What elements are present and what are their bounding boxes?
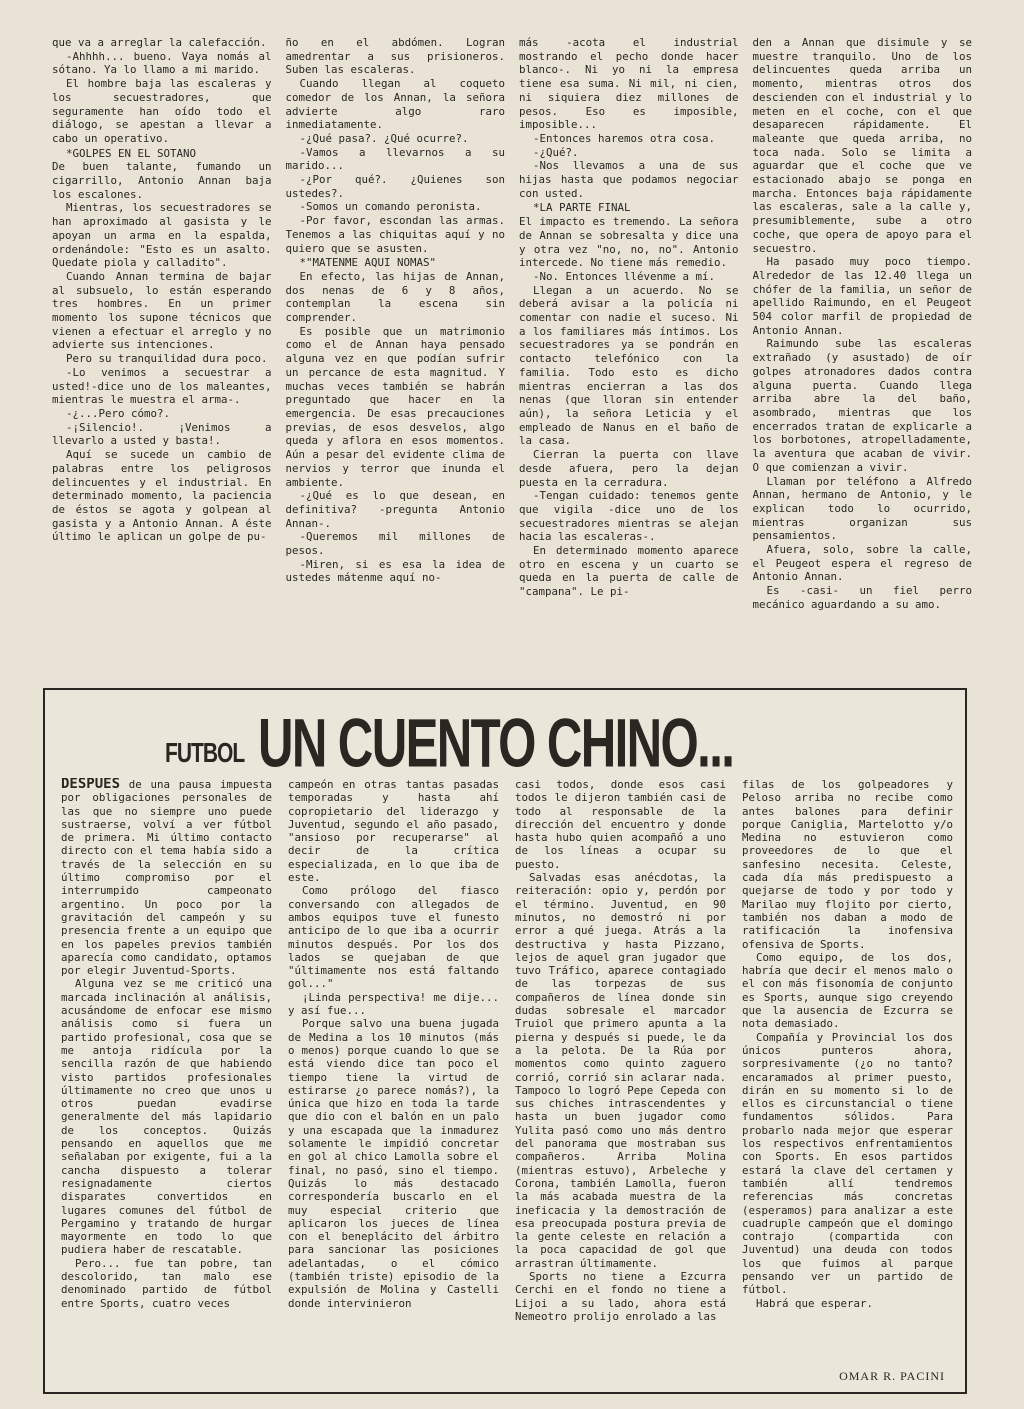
paragraph: Raimundo sube las escaleras extrañado (y asustado) de oír golpes atronadores dados contra alguna puerta. Cuando llega arriba abre la del baño, asombrado, mientras que los encerrados tratan de explicarle a los borbotones, atropelladamente, la aventura que acaban de vivir. O que comienzan a vivir. <box>752 337 972 474</box>
paragraph: Cierran la puerta con llave desde afuera, pero la dejan puesta en la cerradura. <box>519 448 739 489</box>
paragraph: -Ahhhh... bueno. Vaya nomás al sótano. Ya lo llamo a mi marido. <box>52 49 272 77</box>
paragraph: Salvadas esas anécdotas, la reiteración: opio y, perdón por el término. Juventud, en 90 minutos, no demostró ni por error a qué juega. Atrás a la destructiva y hasta Pizzano, lejos de aquel gran jugador que tuvo Tráfico, aparece contagiado de las torpezas de sus compañeros de línea donde sin dudas sobresale el marcador Truiol que primero apunta a la pierna y después si puede, le da a la pelota. De la Rúa por momentos como quinto zaguero corrió, corrió sin aclarar nada. Tampoco lo logró Pepe Cepeda con sus chiches intrascendentes y hasta un buen jugador como Yulita pasó como uno más dentro del panorama que mostraban sus compañeros. Arriba Molina (mientras estuvo), Arbeleche y Corona, también Lamolla, fueron la más acabada muestra de la ineficacia y la demostración de esa preocupada postura previa de la gente celeste en relación a la poca capacidad de gol que arrastran últimamente. <box>515 871 726 1270</box>
paragraph: De buen talante, fumando un cigarrillo, Antonio Annan baja los escalones. <box>52 160 272 201</box>
paragraph: -Nos llevamos a una de sus hijas hasta que podamos negociar con usted. <box>519 159 739 200</box>
paragraph: -Tengan cuidado: tenemos gente que vigila -dice uno de los secuestradores mientras se alejan hacia las escaleras-. <box>519 489 739 544</box>
paragraph: Cuando Annan termina de bajar al subsuelo, lo están esperando tres hombres. En un primer momento los supone técnicos que vienen a efectuar el arreglo y no advierte sus intenciones. <box>52 269 272 352</box>
article-column-2 <box>288 778 499 1383</box>
article-title-row <box>165 704 865 782</box>
paragraph: En determinado momento aparece otro en escena y un cuarto se queda en la puerta de calle de "campana". Le pi- <box>519 544 739 599</box>
paragraph: Es -casi- un fiel perro mecánico aguardando a su amo. <box>752 584 972 611</box>
paragraph: Habrá que esperar. <box>756 1296 874 1310</box>
paragraph: casi todos, donde esos casi todos le dijeron también casi de todo al responsable de la dirección del encuentro y donde hasta hubo quien acompañó a uno de los líneas a ocupar su puesto. <box>515 778 726 871</box>
paragraph: ¡Linda perspectiva! me dije... y así fue... <box>288 990 499 1018</box>
article-column-1 <box>61 778 272 1383</box>
drop-cap: DESPUES <box>61 778 121 792</box>
paragraph: -¿...Pero cómo?. <box>66 406 171 420</box>
top-column-3 <box>519 36 739 686</box>
paragraph: Llegan a un acuerdo. No se deberá avisar a la policía ni comentar con nadie el suceso. Ni a los familiares más íntimos. Los secuestradores ya se pondrán en contacto telefónico con la familia. Todo esto es dicho mientras encierran a las dos nenas (que lloran sin entender aún), la señora Leticia y el empleado de Nanus en el baño de la casa. <box>519 283 739 448</box>
paragraph: Alguna vez se me criticó una marcada inclinación al análisis, acusándome de enfocar ese mismo análisis como si fuera un partido profesional, cosa que se me antoja ridícula por la sencilla razón de que habiendo visto partidos profesionales últimamente no creo que unos u otros puedan evadirse generalmente del más lapidario de los conceptos. Quizás pensando en aquellos que me señalaban por exigente, fui a la cancha dispuesto a tolerar resignadamente ciertos disparates convertidos en lugares comunes del fútbol de Pergamino y tratando de hurgar mayormente en todo lo que pudiera haber de rescatable. <box>61 977 272 1257</box>
paragraph: El hombre baja las escaleras y los secuestradores, que seguramente han oído todo el diálogo, se apestan a llevar a cabo un operativo. <box>52 77 272 145</box>
paragraph: den a Annan que disimule y se muestre tranquilo. Uno de los delincuentes queda arriba un momento, mientras otros dos descienden con el industrial y lo meten en el coche, con el que desaparecen rápidamente. El maleante que queda arriba, no toca nada. Solo se limita a aguardar que el coche que ve estacionado abajo se ponga en marcha. Entonces baja rápidamente las escaleras, sale a la calle y, presumiblemente, sube a otro coche, que opera de apoyo para el secuestro. <box>752 36 972 255</box>
paragraph: -Entonces haremos otra cosa. <box>533 131 716 145</box>
paragraph: Aquí se sucede un cambio de palabras entre los peligrosos delincuentes y el industrial. En determinado momento, la paciencia de éstos se agota y golpean al gasista y a Antonio Annan. A éste último le aplican un golpe de pu- <box>52 448 272 544</box>
paragraph: -¿Por qué?. ¿Quienes son ustedes?. <box>285 173 505 200</box>
byline: OMAR R. PACINI <box>839 1369 945 1383</box>
paragraph: -¿Qué es lo que desean, en definitiva? -pregunta Antonio Annan-. <box>285 489 505 530</box>
paragraph: Sports no tiene a Ezcurra Cerchi en el fondo no tiene a Lijoi a su lado, ahora está Nemeotro prolijo enrolado a las <box>515 1269 726 1323</box>
top-article-columns <box>52 36 972 686</box>
paragraph: Mientras, los secuestradores se han aproximado al gasista y le apoyan un arma en la espalda, ordenándole: "Esto es un asalto. Quedate piola y calladito". <box>52 201 272 270</box>
subheading: *"MATENME AQUI NOMAS" <box>299 256 437 270</box>
top-column-2 <box>286 36 506 686</box>
paragraph: más -acota el industrial mostrando el pecho donde hacer blanco-. Ni yo ni la empresa tiene esa suma. Ni mil, ni cien, ni siquiera diez millones de pesos. Eso es imposible, imposible... <box>519 36 739 132</box>
paragraph: -Queremos mil millones de pesos. <box>285 530 505 558</box>
paragraph: campeón en otras tantas pasadas temporadas y hasta ahí copropietario del liderazgo y Juventud, segundo el año pasado, "ansioso por recuperarse" al decir de la crítica especializada, en lo que iba de este. <box>288 778 499 885</box>
paragraph: Como prólogo del fiasco conversando con allegados de ambos equipos tuve el funesto anticipo de lo que iba a ocurrir minutos después. Por los dos lados se quejaban de que "últimamente nos está faltando gol..." <box>288 884 499 991</box>
paragraph: Como equipo, de los dos, habría que decir el menos malo o el con más fisonomía de conjunto es Sports, aunque sigo creyendo que la ausencia de Ezcurra se nota demasiado. <box>742 950 953 1031</box>
paragraph: Llaman por teléfono a Alfredo Annan, hermano de Antonio, y le explican todo lo ocurrido, mientras organizan sus pensamientos. <box>752 474 972 543</box>
paragraph: -Vamos a llevarnos a su marido... <box>285 145 505 173</box>
paragraph: Cuando llegan al coqueto comedor de los Annan, la señora advierte algo raro inmediatamente. <box>285 77 505 132</box>
football-article-box <box>43 688 967 1394</box>
paragraph: Compañía y Provincial los dos únicos punteros ahora, sorpresivamente (¿o no tanto? encaramados al primer puesto, dirán en su momento si lo de ellos es circunstancial o tiene fundamentos sólidos. Para probarlo nada mejor que esperar los respectivos enfrentamientos con Sports. En esos partidos estará la clave del certamen y también allí tendremos referencias más concretas (esperamos) para analizar a este cuadruple campeón que el domingo contrajo (compartida con Juventud) una deuda con todos los que fuimos al parque pensando ver un partido de fútbol. <box>742 1030 953 1297</box>
paragraph: Pero su tranquilidad dura poco. <box>66 352 268 366</box>
headline: UN CUENTO CHINO... <box>258 704 734 782</box>
paragraph: -Lo venimos a secuestrar a usted!-dice uno de los maleantes, mientras le muestra el arma-. <box>52 365 272 407</box>
paragraph: DESPUES de una pausa impuesta por obligaciones personales de las que no siempre uno puede sustraerse, volví a ver fútbol de primera. Mi último contacto directo con el tema había sido a través de la selección en su último compromiso por el interrumpido campeonato argentino. Un poco por la gravitación del campeón y su presencia frente a un equipo que en los papeles previos también aparecía como candidato, optamos por elegir Juventud-Sports. <box>61 778 272 978</box>
top-column-4 <box>753 36 973 686</box>
subheading: *LA PARTE FINAL <box>533 201 631 215</box>
paragraph: ño en el abdómen. Logran amedrentar a sus prisioneros. Suben las escaleras. <box>285 36 505 77</box>
paragraph: -Miren, si es esa la idea de ustedes mátenme aquí no- <box>285 557 505 585</box>
paragraph: Afuera, solo, sobre la calle, el Peugeot espera el regreso de Antonio Annan. <box>752 543 972 584</box>
paragraph: Es posible que un matrimonio como el de Annan haya pensado alguna vez en que podían sufrir un percance de esta magnitud. Y muchas veces también se habrán preguntado que hacer en la emergencia. De esas precauciones previas, de esos desvelos, algo queda y aflora en esos momentos. Aún a pesar del evidente clima de nervios y terror que inunda el ambiente. <box>285 324 505 489</box>
article-columns <box>61 778 953 1383</box>
article-column-4 <box>742 778 953 1383</box>
paragraph: que va a arreglar la calefacción. <box>52 36 267 49</box>
paragraph: En efecto, las hijas de Annan, dos nenas de 6 y 8 años, contemplan la escena sin comprender. <box>285 269 505 325</box>
paragraph: Ha pasado muy poco tiempo. Alrededor de las 12.40 llega un chófer de la familia, un señor de apellido Raimundo, en el Peugeot 504 color marfil de propiedad de Antonio Annan. <box>752 255 972 337</box>
article-column-3 <box>515 778 726 1383</box>
paragraph: -No. Entonces llévenme a mí. <box>533 269 716 283</box>
paragraph: -¿Qué pasa?. ¿Qué ocurre?. <box>299 131 469 145</box>
paragraph: El impacto es tremendo. La señora de Annan se sobresalta y dice una y otra vez "no, no, no". Antonio intercede. No tiene más remedio. <box>519 215 739 270</box>
paragraph: filas de los golpeadores y Peloso arriba no recibe como antes balones para definir porque Caniglia, Martelotto y/o Medina no estuvieron como proveedores de lo que el sanfesino necesita. Celeste, cada día más predispuesto a quejarse de todo y por todo y Marilao muy flojito por cierto, también nos daban a modo de ratificación la inofensiva ofensiva de Sports. <box>742 778 953 951</box>
section-label: FUTBOL <box>165 738 245 769</box>
paragraph: -¡Silencio!. ¡Venimos a llevarlo a usted y basta!. <box>52 420 272 448</box>
paragraph: -Somos un comando peronista. <box>299 200 482 214</box>
paragraph: -¿Qué?. <box>533 145 579 159</box>
top-column-1 <box>52 36 272 686</box>
paragraph: -Por favor, escondan las armas. Tenemos a las chiquitas aquí y no quiero que se asusten. <box>285 214 505 255</box>
paragraph: Pero... fue tan pobre, tan descolorido, tan malo ese denominado partido de fútbol entre Sports, cuatro veces <box>61 1256 272 1310</box>
subheading: *GOLPES EN EL SOTANO <box>66 146 197 160</box>
paragraph: Porque salvo una buena jugada de Medina a los 10 minutos (más o menos) porque cuando lo que se está viendo dice tan poco el tiempo tiene la virtud de estirarse ¿o parece nomás?), la única que hizo en toda la tarde que dio con el balón en un palo y una escapada que la inmadurez solamente le impidió concretar en gol al chico Lamolla sobre el final, no pasó, sino el tiempo. Quizás lo más destacado correspondería buscarlo en el muy especial criterio que aplicaron los jueces de línea con el beneplácito del árbitro para sancionar las posiciones adelantadas, o el cómico (también triste) episodio de la expulsión de Molina y Castelli donde intervinieron <box>288 1017 499 1310</box>
